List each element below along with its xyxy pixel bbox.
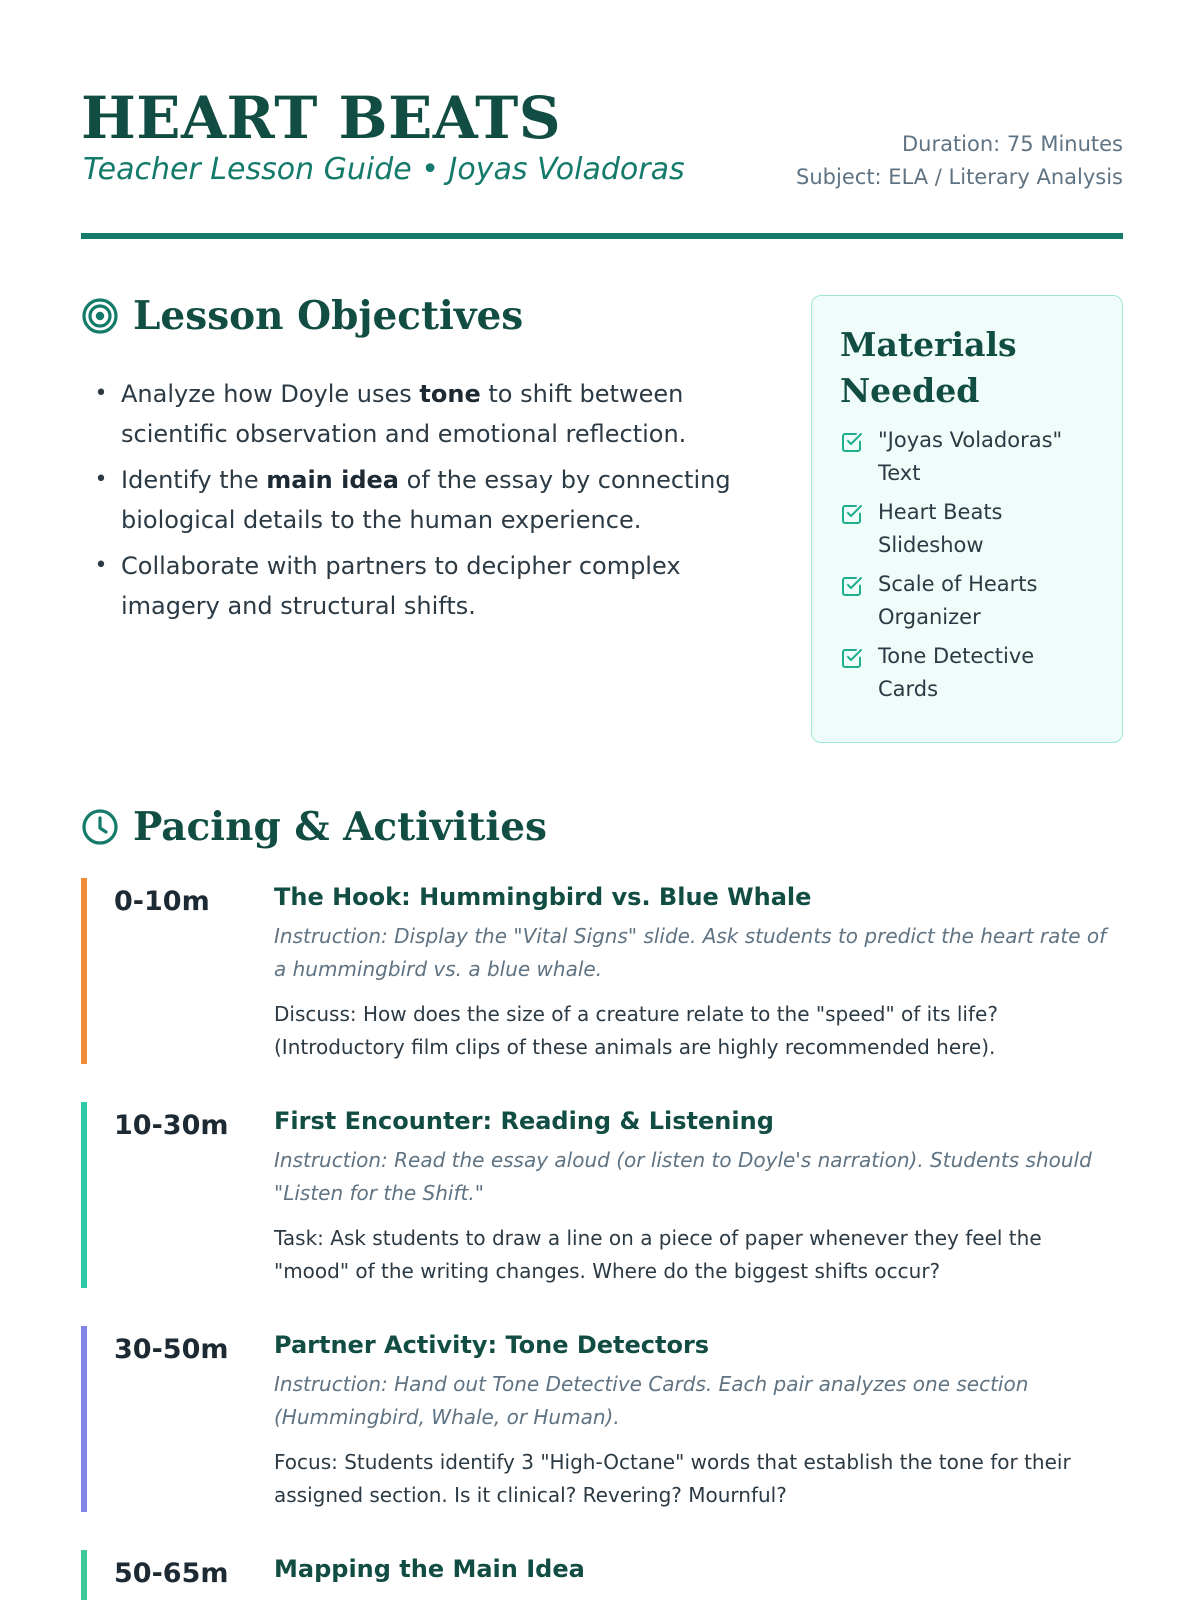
activity-title: Mapping the Main Idea [274,1555,585,1583]
pacing-block [81,1550,1123,1600]
objectives-heading [81,292,523,340]
bullet-icon: • [94,467,108,492]
activity-title: First Encounter: Reading & Listening [274,1107,774,1135]
checkbox-icon [840,646,864,670]
materials-title: Materials Needed [840,325,1017,410]
pacing-block [81,1102,1123,1288]
objective-item: • Analyze how Doyle uses tone to shift between scientific observation and emotional reflection. [81,374,741,454]
page-title: HEART BEATS [81,84,562,152]
emphasis: main idea [266,466,399,494]
target-icon [81,297,119,335]
header-divider [81,233,1123,239]
objective-item: • Identify the main idea of the essay by connecting biological details to the human experience. [81,460,741,540]
activity-instruction: Instruction: Display the "Vital Signs" slide. Ask students to predict the heart rate of a hummingbird vs. a blue whale. [274,924,1107,981]
pacing-time: 10-30m [114,1110,229,1141]
pacing-list [81,878,1123,1600]
material-item: Scale of Hearts Organizer [840,568,1100,634]
activity-title: Partner Activity: Tone Detectors [274,1331,710,1359]
activity-instruction: Instruction: Read the essay aloud (or listen to Doyle's narration). Students should "Listen for the Shift." [274,1148,1092,1205]
material-item: Tone Detective Cards [840,640,1100,706]
bullet-icon: • [94,553,108,578]
material-item: Heart Beats Slideshow [840,496,1100,562]
pacing-heading [81,803,547,851]
pacing-color-bar [81,1550,87,1600]
pacing-color-bar [81,1102,87,1288]
checkbox-icon [840,502,864,526]
pacing-time: 30-50m [114,1334,229,1365]
lesson-meta [796,128,1123,194]
activity-title: The Hook: Hummingbird vs. Blue Whale [274,883,812,911]
activity-instruction: Instruction: Hand out Tone Detective Cards. Each pair analyzes one section (Hummingbird, Whale, or Human). [274,1372,1029,1429]
objectives-list [81,374,741,632]
page-subtitle: Teacher Lesson Guide • Joyas Voladoras [83,152,685,187]
bullet-icon: • [94,381,108,406]
pacing-block [81,1326,1123,1512]
activity-description: Focus: Students identify 3 "High-Octane" words that establish the tone for their assigned section. Is it clinical? Revering? Mournful? [274,1450,1071,1507]
activity-description: Task: Ask students to draw a line on a piece of paper whenever they feel the "mood" of the writing changes. Where do the biggest shifts occur? [274,1226,1042,1283]
pacing-time: 0-10m [114,886,210,917]
emphasis: tone [419,380,481,408]
activity-description: Discuss: How does the size of a creature relate to the "speed" of its life? (Introductory film clips of these animals are highly recommended here). [274,1002,998,1059]
pacing-color-bar [81,1326,87,1512]
duration-label: Duration: 75 Minutes [901,132,1123,156]
objectives-title: Lesson Objectives [133,293,524,339]
checkbox-icon [840,430,864,454]
pacing-time: 50-65m [114,1558,229,1589]
objective-item: • Collaborate with partners to decipher complex imagery and structural shifts. [81,546,741,626]
lesson-guide-page [81,0,1123,1600]
pacing-title: Pacing & Activities [133,804,548,850]
subject-label: Subject: ELA / Literary Analysis [796,165,1123,189]
material-item: "Joyas Voladoras" Text [840,424,1100,490]
materials-box [811,295,1123,743]
checkbox-icon [840,574,864,598]
pacing-color-bar [81,878,87,1064]
pacing-block [81,878,1123,1064]
clock-icon [81,808,119,846]
